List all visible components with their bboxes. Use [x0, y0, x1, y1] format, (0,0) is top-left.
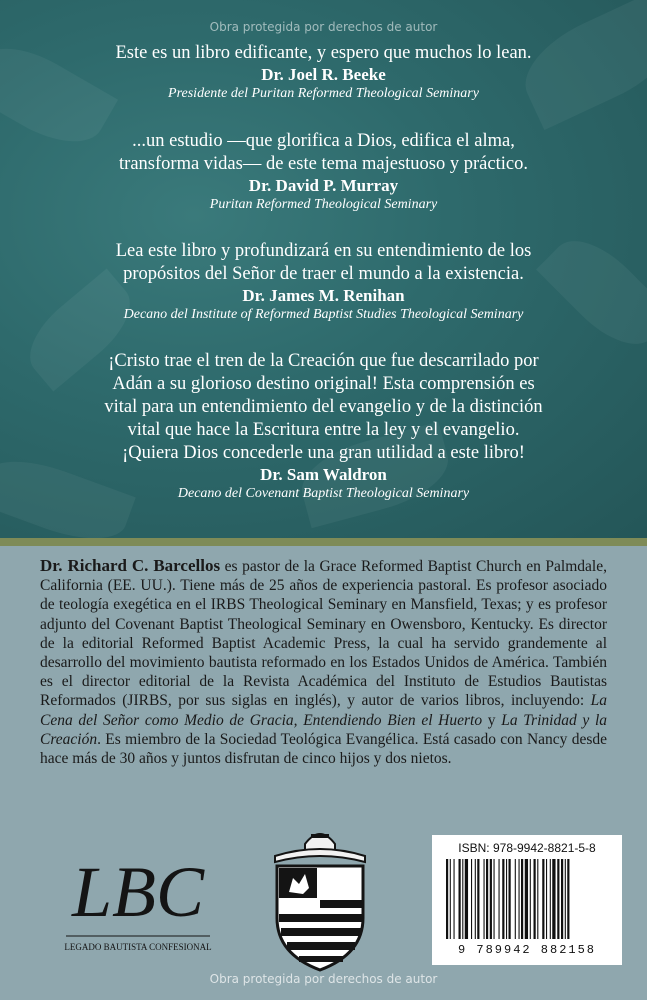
author-name: Dr. Richard C. Barcellos — [40, 556, 221, 575]
isbn-line — [432, 841, 622, 855]
publisher-logo — [58, 838, 218, 958]
barcode-bar — [475, 859, 476, 939]
endorsement-author: Dr. Sam Waldron — [260, 465, 387, 484]
barcode-bar — [484, 859, 485, 939]
copyright-watermark: Obra protegida por derechos de autor — [209, 972, 438, 986]
endorsement-author: Dr. David P. Murray — [248, 176, 399, 195]
bio-text: y — [482, 711, 502, 729]
barcode-bar — [465, 859, 468, 939]
endorsement-text: vital para un entendimiento del evangelio y de la distinción — [104, 397, 543, 417]
barcode-bar — [561, 859, 563, 939]
isbn-label: ISBN: — [458, 841, 490, 855]
barcode-bar — [450, 859, 451, 939]
barcode-bar — [565, 859, 566, 939]
endorsement-author: Dr. James M. Renihan — [242, 286, 405, 305]
crest-wreath — [275, 849, 365, 862]
isbn-number: 978-9942-8821-5-8 — [492, 841, 596, 855]
endorsement-author: Dr. Joel R. Beeke — [261, 65, 386, 84]
barcode-bar — [567, 859, 569, 939]
shield-stripe — [281, 928, 361, 936]
barcode-bar — [550, 859, 551, 939]
barcode-bar — [509, 859, 511, 939]
logo-letters: LBC — [71, 852, 205, 932]
endorsement — [40, 130, 607, 214]
endorsement-role: Decano del Institute of Reformed Baptist Studies Theological Seminary — [123, 307, 524, 322]
endorsement-text: Lea este libro y profundizará en su entendimiento de los — [115, 241, 532, 261]
endorsement-text: Este es un libro edificante, y espero que muchos lo lean. — [115, 43, 532, 63]
barcode-bar — [546, 859, 547, 939]
barcode-bar — [499, 859, 500, 939]
endorsement-text: ¡Cristo trae el tren de la Creación que fue descarrilado por — [108, 351, 539, 371]
bio-text: . Es miembro de la Sociedad Teológica Evangélica. Está casado con Nancy desde hace más de 30 años y juntos disfrutan de cinco hijos y dos nietos. — [40, 730, 607, 768]
endorsement-role: Decano del Covenant Baptist Theological Seminary — [177, 486, 470, 501]
barcode-bar — [502, 859, 504, 939]
barcode-bar — [557, 859, 559, 939]
endorsement-text: ¡Quiera Dios concederle una gran utilidad a este libro! — [122, 443, 525, 463]
barcode-bar — [477, 859, 479, 939]
endorsement-text: transforma vidas— de este tema majestuoso y práctico. — [119, 154, 528, 174]
endorsement-role: Puritan Reformed Theological Seminary — [209, 197, 438, 212]
barcode-bar — [486, 859, 488, 939]
bio-text: es pastor de la Grace Reformed Baptist Church en Palmdale, California (EE. UU.). Tiene más de 25 años de experiencia pastoral. Es profesor asociado de teología exegética en el IRBS Theological Seminary en Mansfield, Texas; y es profesor adjunto del Covenant Baptist Theological Seminary en Owensboro, Kentucky. Es director de la editorial Reformed Baptist Academic Press, la cual ha servido grandemente al desarrollo del movimiento bautista reformado en los Estados Unidos de América. También es el director editorial de la Revista Académica del Instituto de Estudios Bautistas Reformados (JIRBS, por sus siglas en inglés), y autor de varios libros, incluyendo: — [40, 558, 607, 710]
isbn-barcode — [432, 835, 622, 965]
barcode-bar — [506, 859, 507, 939]
endorsement-text: propósitos del Señor de traer el mundo a la existencia. — [123, 264, 524, 284]
barcode-bar — [537, 859, 538, 939]
barcode-bars — [442, 859, 612, 943]
copyright-watermark: Obra protegida por derechos de autor — [209, 20, 438, 34]
endorsement — [40, 350, 607, 503]
barcode-bar — [471, 859, 472, 939]
barcode-bar — [494, 859, 495, 939]
barcode-bar — [459, 859, 461, 939]
book-title: La Cena del Señor como Medio de Gracia, Entendiendo Bien el Huerto — [40, 692, 607, 729]
barcode-bar — [490, 859, 492, 939]
barcode-bar — [542, 859, 544, 939]
shield-stripe — [279, 914, 363, 922]
barcode-bar — [534, 859, 536, 939]
endorsement-role: Presidente del Puritan Reformed Theological Seminary — [168, 86, 479, 101]
endorsement — [40, 42, 607, 103]
divider-stripe — [0, 538, 647, 546]
endorsement — [40, 240, 607, 324]
barcode-bar — [552, 859, 555, 939]
barcode-bar — [521, 859, 523, 939]
shield-stripe — [287, 942, 355, 950]
barcode-bar — [462, 859, 463, 939]
barcode-bar — [515, 859, 516, 939]
barcode-bar — [530, 859, 531, 939]
barcode-bar — [454, 859, 455, 939]
barcode-digits: 9 789942 882158 — [457, 943, 597, 957]
crest-emblem — [265, 822, 375, 974]
logo-caption: LEGADO BAUTISTA CONFESIONAL — [64, 942, 212, 952]
endorsement-text: ...un estudio —que glorifica a Dios, edifica el alma, — [132, 131, 515, 151]
barcode-bar — [519, 859, 520, 939]
endorsement-text: Adán a su glorioso destino original! Esta comprensión es — [112, 374, 535, 394]
barcode-bar — [446, 859, 448, 939]
endorsement-text: vital que hace la Escritura entre la ley y el evangelio. — [127, 420, 520, 440]
shield-stripe — [299, 956, 343, 962]
book-title: La Trinidad y la Creación — [40, 711, 608, 748]
shield-stripe — [320, 900, 363, 908]
helmet-visor — [311, 834, 329, 838]
author-bio — [40, 556, 607, 768]
barcode-bar — [525, 859, 528, 939]
